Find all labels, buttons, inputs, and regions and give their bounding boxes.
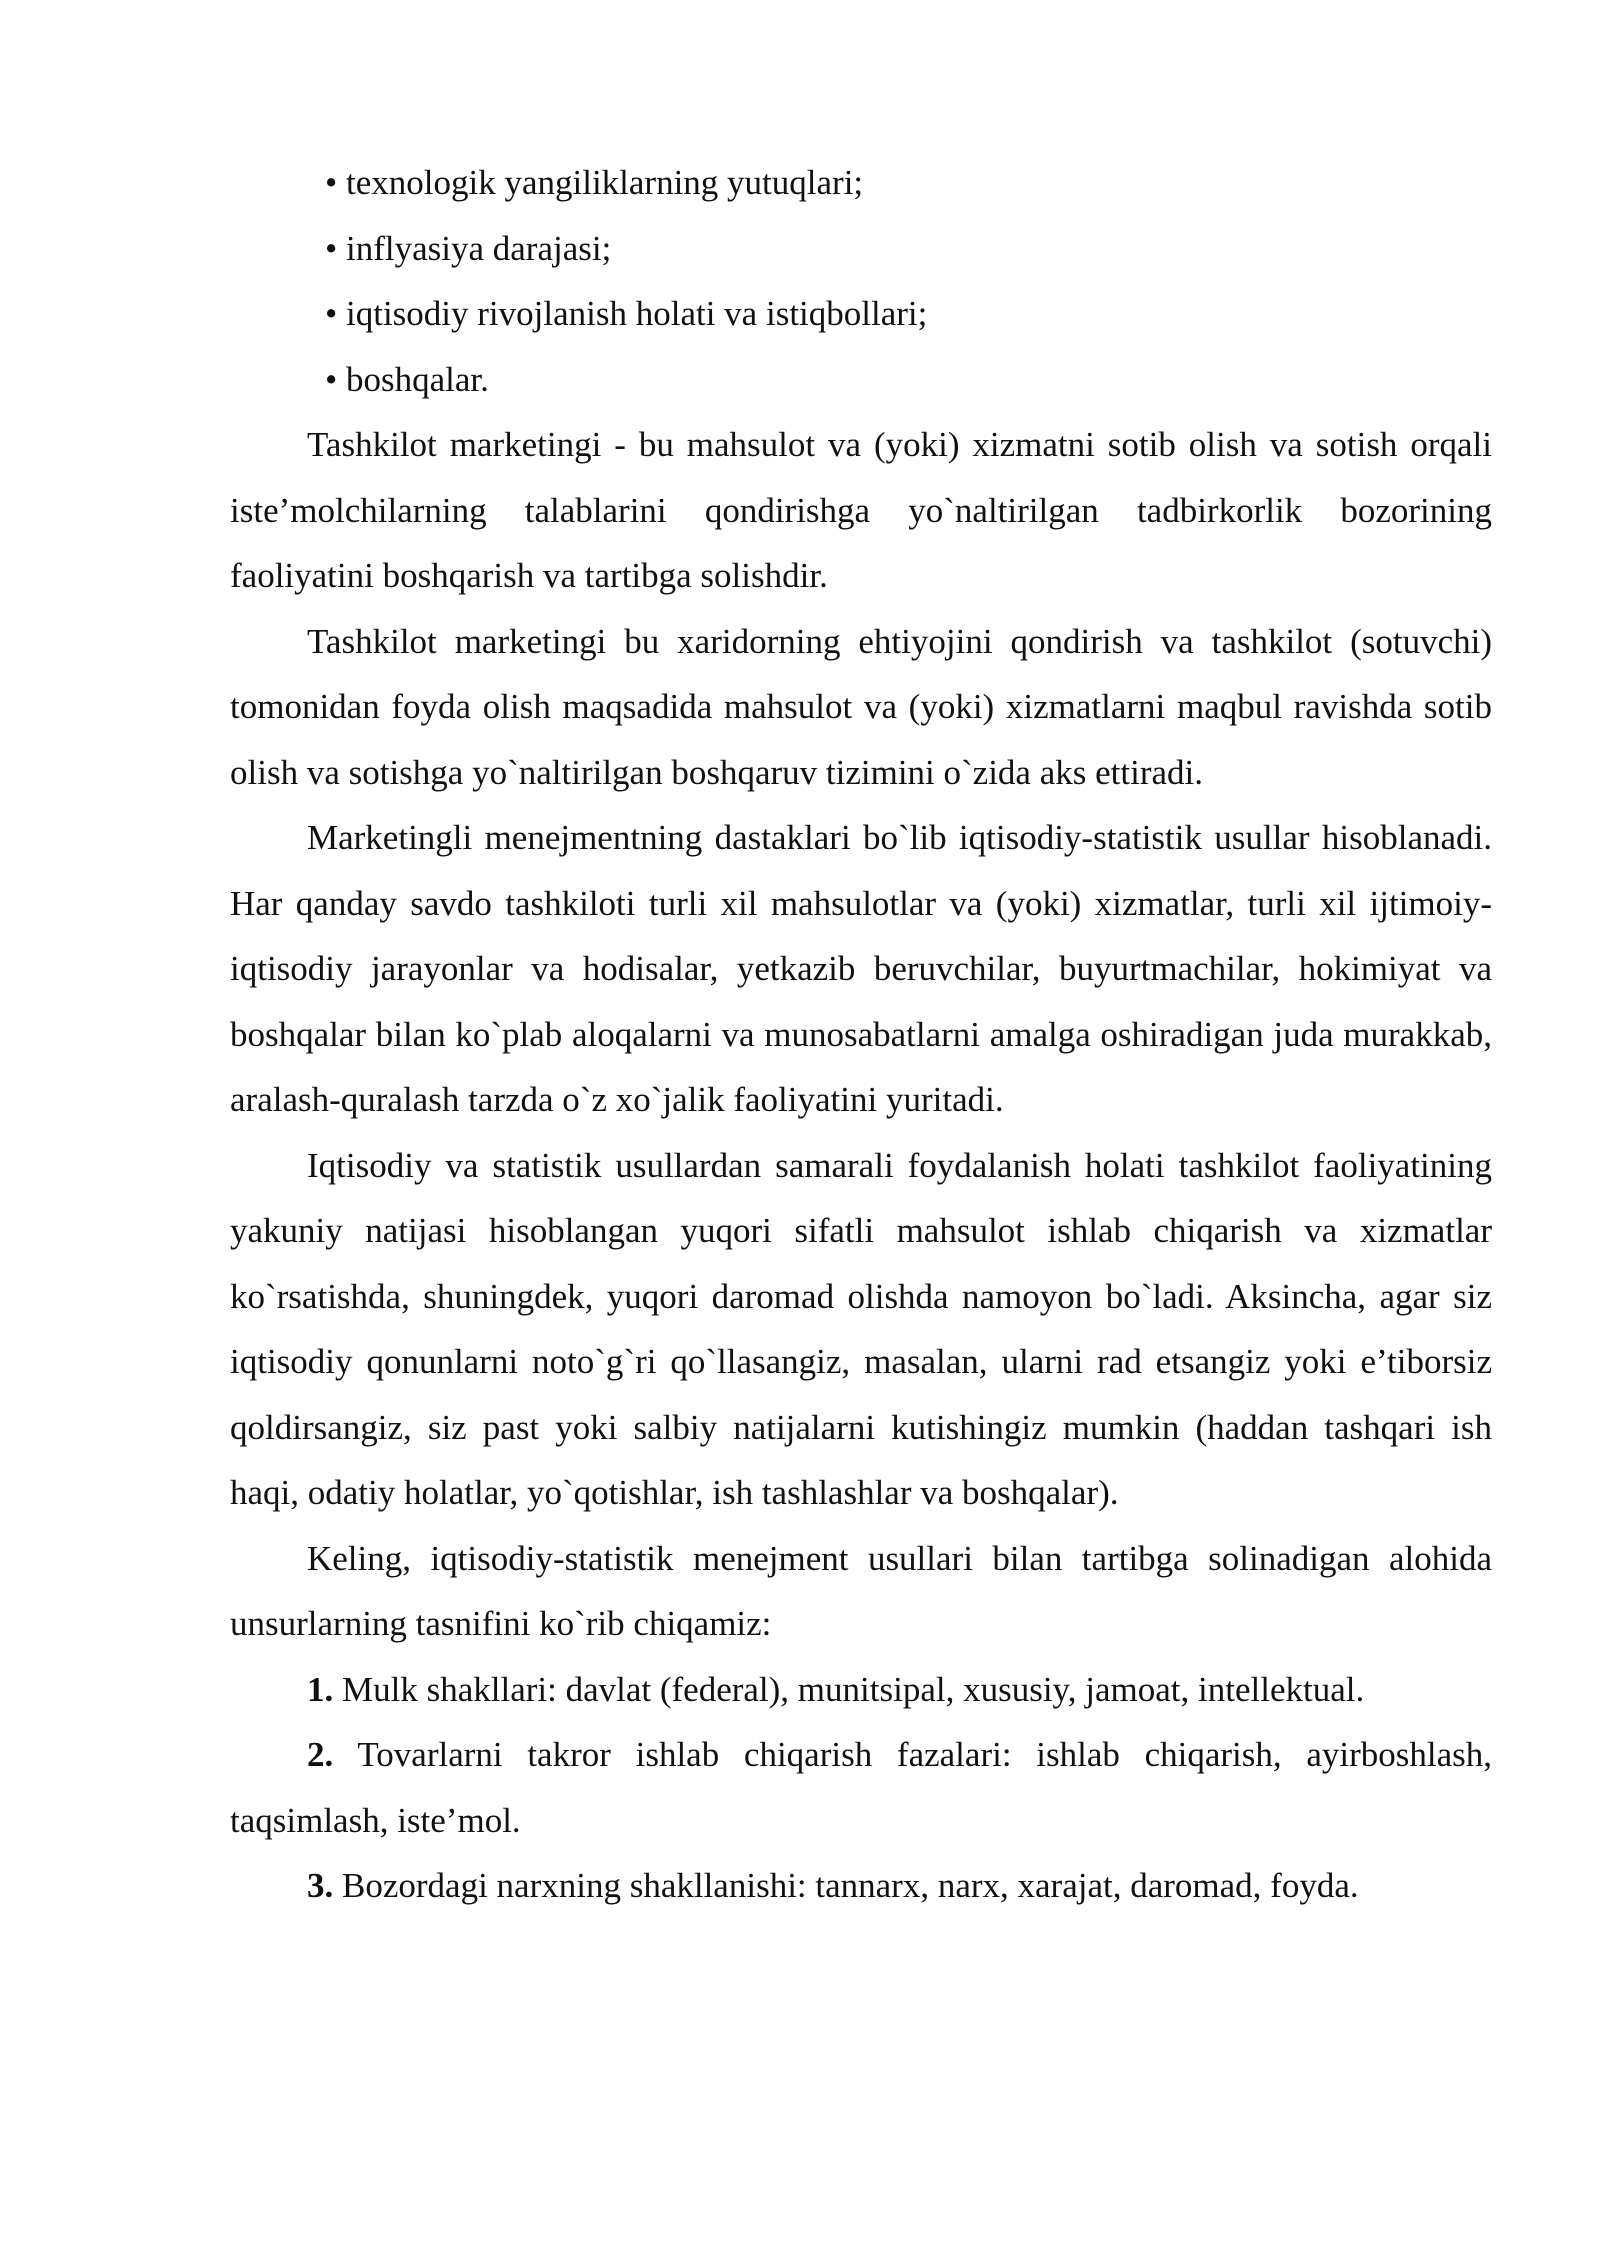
- item-number: 2.: [307, 1735, 334, 1774]
- document-page: [230, 150, 1492, 1919]
- numbered-item: [230, 1657, 1492, 1723]
- item-text: Bozordagi narxning shakllanishi: tannarx, narx, xarajat, daromad, foyda.: [342, 1866, 1359, 1905]
- bullet-item: • inflyasiya darajasi;: [325, 228, 612, 268]
- bullet-item: • texnologik yangiliklarning yutuqlari;: [325, 163, 864, 202]
- bullet-item: • boshqalar.: [325, 359, 489, 399]
- item-number: 1.: [307, 1669, 334, 1709]
- paragraph: Marketingli menejmentning dastaklari bo`lib iqtisodiy-statistik usullar hisoblanadi. Har qanday savdo tashkiloti turli xil mahsulotlar va (yoki) xizmatlar, turli xil ijtimoiy-iqtisodiy jarayonlar va hodisalar, yetkazib beruvchilar, buyurtmachilar, hokimiyat va boshqalar bilan ko`plab aloqalarni va munosabatlarni amalga oshiradigan juda murakkab, aralash-quralash tarzda o`z xo`jalik faoliyatini yuritadi.: [230, 818, 1492, 1119]
- paragraph: Iqtisodiy va statistik usullardan samarali foydalanish holati tashkilot faoliyatining yakuniy natijasi hisoblangan yuqori sifatli mahsulot ishlab chiqarish va xizmatlar ko`rsatishda, shuningdek, yuqori daromad olishda namoyon bo`ladi. Aksincha, agar siz iqtisodiy qonunlarni noto`g`ri qo`llasangiz, masalan, ularni rad etsangiz yoki e’tiborsiz qoldirsangiz, siz past yoki salbiy natijalarni kutishingiz mumkin (haddan tashqari ish haqi, odatiy holatlar, yo`qotishlar, ish tashlashlar va boshqalar).: [230, 1145, 1492, 1512]
- paragraph: Keling, iqtisodiy-statistik menejment usullari bilan tartibga solinadigan alohida unsurlarning tasnifini ko`rib chiqamiz:: [230, 1538, 1492, 1643]
- numbered-item: [230, 1853, 1492, 1919]
- numbered-item: [230, 1722, 1492, 1853]
- paragraph: Tashkilot marketingi bu xaridorning ehtiyojini qondirish va tashkilot (sotuvchi) tomonidan foyda olish maqsadida mahsulot va (yoki) xizmatlarni maqbul ravishda sotib olish va sotishga yo`naltirilgan boshqaruv tizimini o`zida aks ettiradi.: [230, 621, 1492, 792]
- item-number: 3.: [307, 1866, 334, 1905]
- bullet-item: • iqtisodiy rivojlanish holati va istiqbollari;: [325, 294, 928, 333]
- item-text: Tovarlarni takror ishlab chiqarish fazalari: ishlab chiqarish, ayirboshlash, taqsimlash, iste’mol.: [230, 1735, 1492, 1840]
- paragraph: Tashkilot marketingi - bu mahsulot va (yoki) xizmatni sotib olish va sotish orqali iste’molchilarning talablarini qondirishga yo`naltirilgan tadbirkorlik bozorining faoliyatini boshqarish va tartibga solishdir.: [230, 425, 1492, 595]
- item-text: Mulk shakllari: davlat (federal), munitsipal, xususiy, jamoat, intellektual.: [342, 1669, 1365, 1709]
